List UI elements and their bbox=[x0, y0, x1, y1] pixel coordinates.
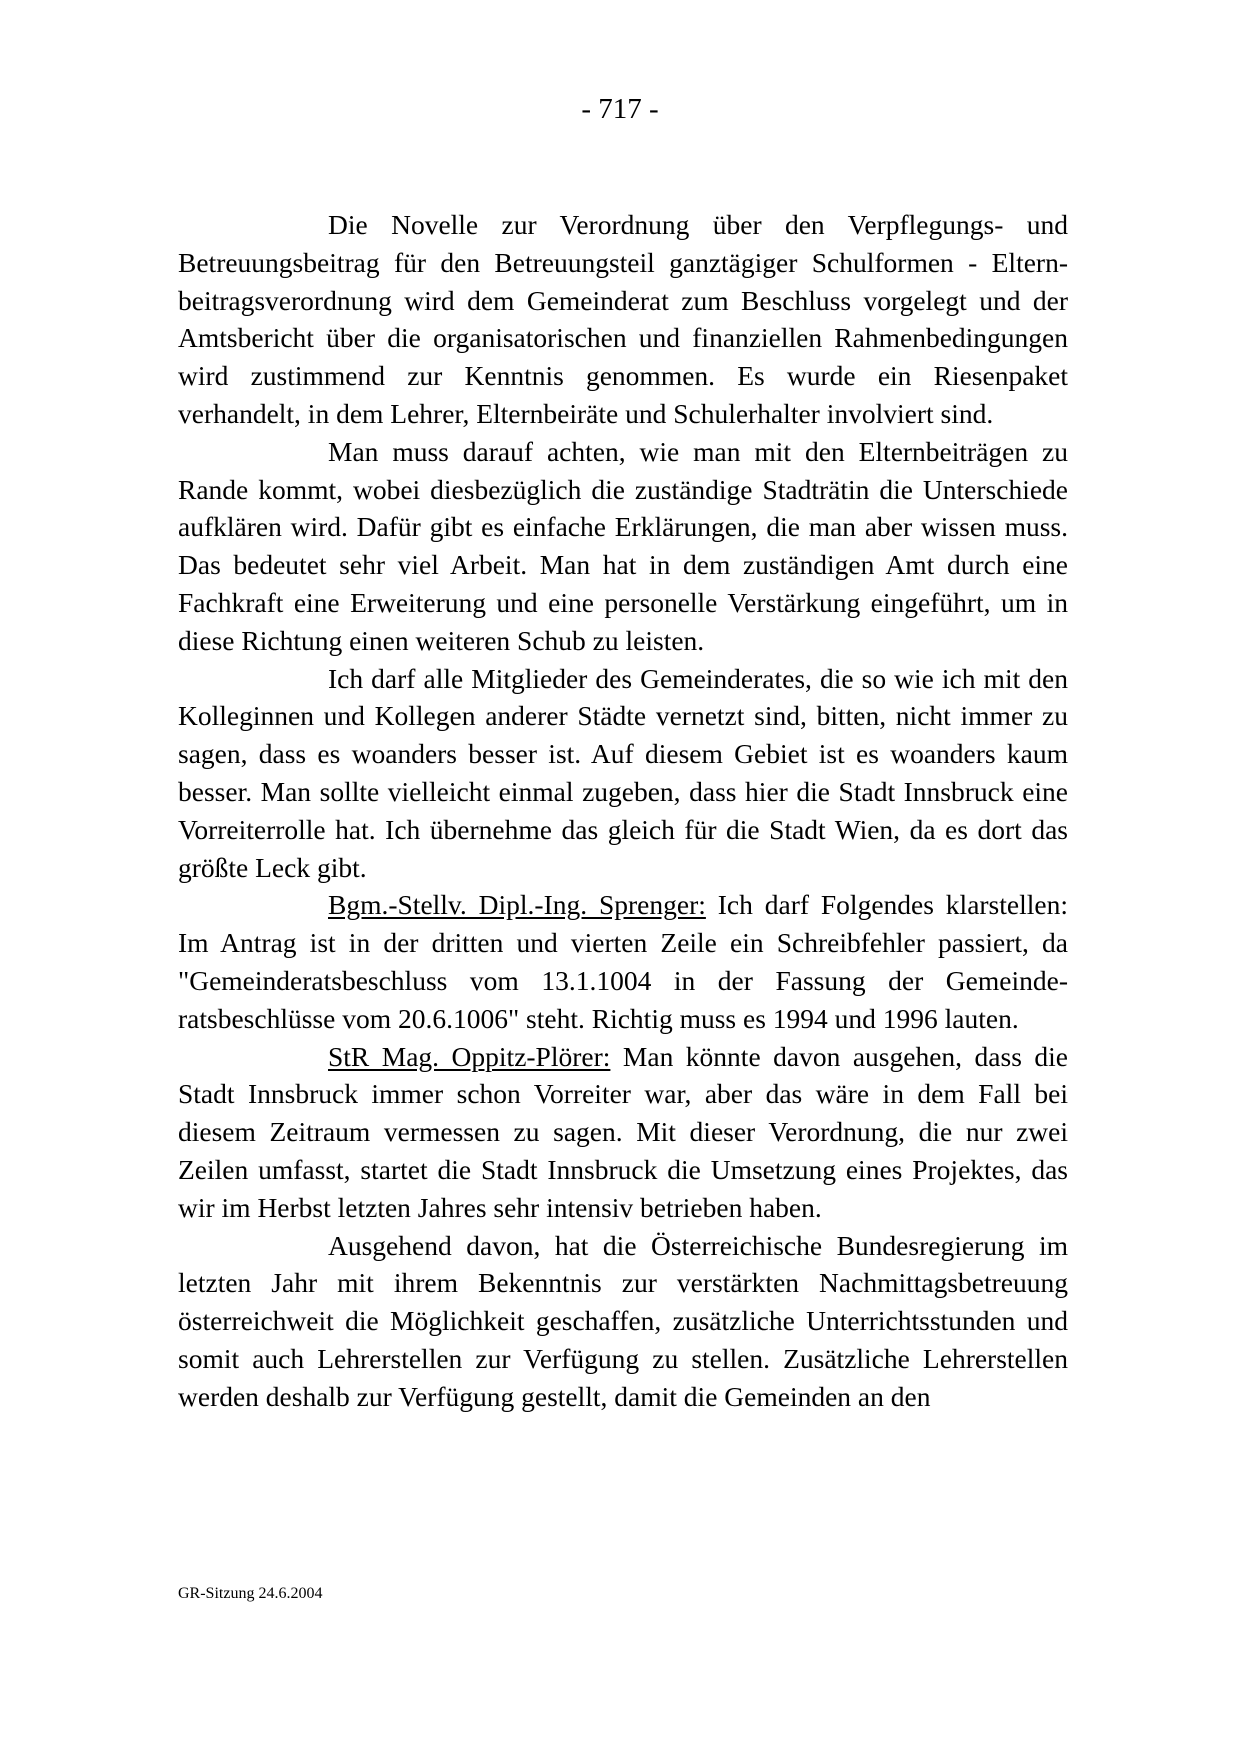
speech-paragraph bbox=[178, 886, 1068, 1037]
footer-session-date: GR-Sitzung 24.6.2004 bbox=[178, 1585, 323, 1602]
speaker-name: StR Mag. Oppitz-Plörer: bbox=[328, 1040, 611, 1072]
paragraph-text: Ich darf Folgendes klarstellen: Im Antrag ist in der dritten und vierten Zeile ein Schreibfehler passiert, da "Gemeinderatsbeschluss vom 13.1.1004 in der Fassung der Gemeinderatsbeschlüsse vom 20.6.1006" steht. Richtig muss es 1994 und 1996 lauten. bbox=[178, 889, 1068, 1034]
speaker-name: Bgm.-Stellv. Dipl.-Ing. Sprenger: bbox=[328, 889, 706, 921]
page-number: - 717 - bbox=[581, 93, 659, 125]
paragraph bbox=[178, 1227, 1068, 1416]
paragraph-text: Die Novelle zur Verordnung über den Verpflegungs- und Betreuungsbeitrag für den Betreuungsteil ganztägiger Schulformen - Elternbeitragsverordnung wird dem Gemeinderat zum Beschluss vorgelegt und der Amtsbericht über die organisatorischen und finanziellen Rahmenbedingungen wird zustimmend zur Kenntnis genommen. Es wurde ein Riesenpaket verhandelt, in dem Lehrer, Elternbeiräte und Schulerhalter involviert sind. bbox=[178, 209, 1068, 429]
paragraph bbox=[178, 433, 1068, 660]
speech-paragraph bbox=[178, 1038, 1068, 1227]
paragraph-text: Ich darf alle Mitglieder des Gemeinderates, die so wie ich mit den Kolleginnen und Kollegen anderer Städte vernetzt sind, bitten, nicht immer zu sagen, dass es woanders besser ist. Auf diesem Gebiet ist es woanders kaum besser. Man sollte vielleicht einmal zugeben, dass hier die Stadt Innsbruck eine Vorreiterrolle hat. Ich übernehme das gleich für die Stadt Wien, da es dort das größte Leck gibt. bbox=[178, 662, 1068, 883]
paragraph bbox=[178, 206, 1068, 433]
paragraph bbox=[178, 660, 1068, 887]
paragraph-text: Ausgehend davon, hat die Österreichische Bundesregierung im letzten Jahr mit ihrem Bekenntnis zur verstärkten Nachmittagsbetreuung österreichweit die Möglichkeit geschaffen, zusätzliche Unterrichtsstunden und somit auch Lehrerstellen zur Verfügung zu stellen. Zusätzliche Lehrerstellen werden deshalb zur Verfügung gestellt, damit die Gemeinden an den bbox=[178, 1229, 1068, 1412]
document-body bbox=[178, 206, 1068, 1416]
paragraph-text: Man könnte davon ausgehen, dass die Stadt Innsbruck immer schon Vorreiter war, aber das wäre in dem Fall bei diesem Zeitraum vermessen zu sagen. Mit dieser Verordnung, die nur zwei Zeilen umfasst, startet die Stadt Innsbruck die Umsetzung eines Projektes, das wir im Herbst letzten Jahres sehr intensiv betrieben haben. bbox=[178, 1040, 1068, 1223]
paragraph-text: Man muss darauf achten, wie man mit den Elternbeiträgen zu Rande kommt, wobei diesbezüglich die zuständige Stadträtin die Unterschiede aufklären wird. Dafür gibt es einfache Erklärungen, die man aber wissen muss. Das bedeutet sehr viel Arbeit. Man hat in dem zuständigen Amt durch eine Fachkraft eine Erweiterung und eine personelle Verstärkung eingeführt, um in diese Richtung einen weiteren Schub zu leisten. bbox=[178, 435, 1068, 656]
